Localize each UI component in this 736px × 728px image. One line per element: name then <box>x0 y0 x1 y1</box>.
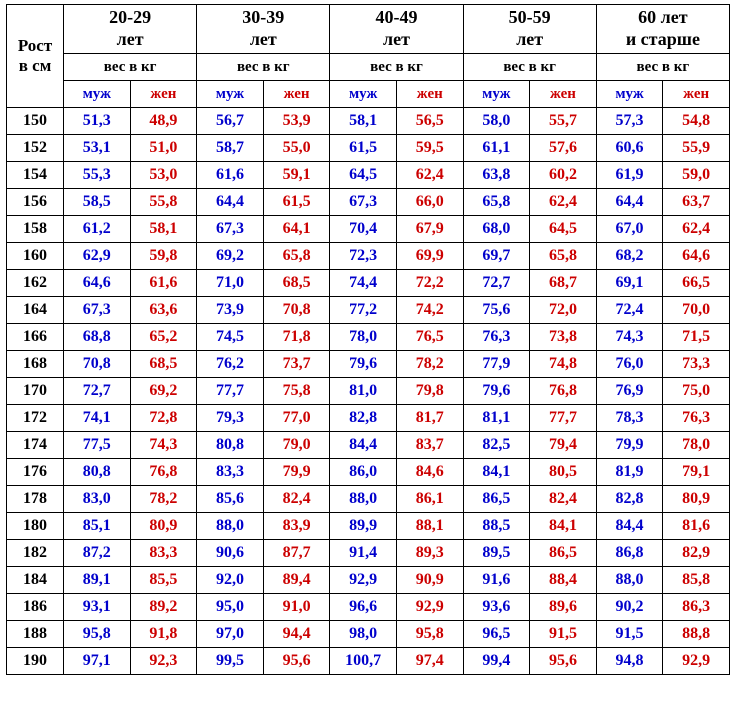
weight-value-male: 74,4 <box>330 270 397 297</box>
table-row <box>7 594 730 621</box>
weight-value-female: 67,9 <box>396 216 463 243</box>
weight-value-male: 72,7 <box>463 270 530 297</box>
weight-value-male: 88,0 <box>330 486 397 513</box>
weight-value-female: 68,5 <box>263 270 330 297</box>
row-height-cell: 178 <box>7 486 64 513</box>
row-height-cell: 168 <box>7 351 64 378</box>
weight-value-female: 91,0 <box>263 594 330 621</box>
weight-value-female: 59,0 <box>663 162 730 189</box>
weight-value-female: 88,4 <box>530 567 597 594</box>
table-row <box>7 513 730 540</box>
weight-value-female: 95,8 <box>396 621 463 648</box>
weight-value-male: 83,0 <box>64 486 131 513</box>
age-group-1-line1: 30-39 <box>242 7 285 28</box>
weight-value-female: 64,5 <box>530 216 597 243</box>
weight-value-male: 67,3 <box>64 297 131 324</box>
weight-value-female: 62,4 <box>396 162 463 189</box>
weight-value-male: 99,4 <box>463 648 530 675</box>
weight-value-male: 63,8 <box>463 162 530 189</box>
weight-value-female: 56,5 <box>396 108 463 135</box>
weight-value-male: 71,0 <box>197 270 264 297</box>
weight-value-female: 76,5 <box>396 324 463 351</box>
weight-value-male: 76,3 <box>463 324 530 351</box>
table-row <box>7 540 730 567</box>
weight-value-male: 64,6 <box>64 270 131 297</box>
header-sex-male-4: муж <box>596 81 663 108</box>
weight-value-male: 74,3 <box>596 324 663 351</box>
weight-value-female: 92,9 <box>663 648 730 675</box>
weight-value-female: 55,7 <box>530 108 597 135</box>
weight-value-male: 78,0 <box>330 324 397 351</box>
table-row <box>7 216 730 243</box>
header-sex-male-2: муж <box>330 81 397 108</box>
weight-norms-table <box>6 4 730 675</box>
weight-value-male: 88,0 <box>596 567 663 594</box>
weight-value-female: 92,9 <box>396 594 463 621</box>
weight-value-female: 80,9 <box>130 513 197 540</box>
weight-value-male: 94,8 <box>596 648 663 675</box>
weight-value-male: 79,6 <box>330 351 397 378</box>
weight-value-female: 63,6 <box>130 297 197 324</box>
header-age-group-1 <box>197 5 330 54</box>
weight-value-male: 87,2 <box>64 540 131 567</box>
weight-value-male: 85,1 <box>64 513 131 540</box>
weight-value-female: 83,7 <box>396 432 463 459</box>
weight-value-female: 85,5 <box>130 567 197 594</box>
weight-value-female: 86,1 <box>396 486 463 513</box>
weight-value-female: 82,9 <box>663 540 730 567</box>
weight-value-male: 72,4 <box>596 297 663 324</box>
header-sex-female-0: жен <box>130 81 197 108</box>
weight-value-male: 67,0 <box>596 216 663 243</box>
age-group-1-line2: лет <box>249 29 277 49</box>
weight-value-male: 77,2 <box>330 297 397 324</box>
weight-value-male: 61,1 <box>463 135 530 162</box>
row-height-cell: 160 <box>7 243 64 270</box>
weight-value-male: 58,1 <box>330 108 397 135</box>
row-height-cell: 158 <box>7 216 64 243</box>
weight-value-female: 64,1 <box>263 216 330 243</box>
weight-value-male: 74,5 <box>197 324 264 351</box>
weight-value-female: 65,8 <box>263 243 330 270</box>
weight-value-male: 67,3 <box>330 189 397 216</box>
row-height-cell: 170 <box>7 378 64 405</box>
weight-value-female: 82,4 <box>263 486 330 513</box>
row-height-cell: 172 <box>7 405 64 432</box>
weight-value-male: 86,0 <box>330 459 397 486</box>
age-group-4-line2: и старше <box>625 29 700 49</box>
weight-value-male: 97,0 <box>197 621 264 648</box>
weight-value-male: 64,4 <box>197 189 264 216</box>
weight-value-male: 83,3 <box>197 459 264 486</box>
weight-value-female: 72,2 <box>396 270 463 297</box>
weight-value-male: 90,2 <box>596 594 663 621</box>
row-height-cell: 180 <box>7 513 64 540</box>
row-height-cell: 150 <box>7 108 64 135</box>
weight-value-female: 58,1 <box>130 216 197 243</box>
weight-value-female: 74,2 <box>396 297 463 324</box>
weight-value-female: 91,5 <box>530 621 597 648</box>
weight-value-male: 62,9 <box>64 243 131 270</box>
weight-value-male: 81,9 <box>596 459 663 486</box>
weight-value-female: 87,7 <box>263 540 330 567</box>
weight-value-female: 74,3 <box>130 432 197 459</box>
weight-value-female: 78,2 <box>396 351 463 378</box>
weight-value-male: 78,3 <box>596 405 663 432</box>
weight-value-female: 61,5 <box>263 189 330 216</box>
weight-value-male: 93,1 <box>64 594 131 621</box>
weight-value-male: 58,7 <box>197 135 264 162</box>
weight-value-male: 60,6 <box>596 135 663 162</box>
weight-value-male: 61,9 <box>596 162 663 189</box>
weight-value-female: 89,4 <box>263 567 330 594</box>
weight-value-male: 88,5 <box>463 513 530 540</box>
weight-value-male: 86,5 <box>463 486 530 513</box>
weight-value-female: 76,8 <box>130 459 197 486</box>
weight-value-female: 97,4 <box>396 648 463 675</box>
table-row <box>7 162 730 189</box>
weight-value-male: 77,5 <box>64 432 131 459</box>
weight-value-male: 74,1 <box>64 405 131 432</box>
weight-value-female: 80,5 <box>530 459 597 486</box>
weight-value-female: 78,2 <box>130 486 197 513</box>
header-age-group-0 <box>64 5 197 54</box>
weight-value-male: 58,0 <box>463 108 530 135</box>
weight-value-female: 74,8 <box>530 351 597 378</box>
weight-value-male: 72,3 <box>330 243 397 270</box>
weight-value-male: 81,1 <box>463 405 530 432</box>
weight-value-male: 79,3 <box>197 405 264 432</box>
row-height-cell: 162 <box>7 270 64 297</box>
weight-value-male: 85,6 <box>197 486 264 513</box>
weight-value-female: 79,9 <box>263 459 330 486</box>
weight-value-male: 69,7 <box>463 243 530 270</box>
weight-value-male: 75,6 <box>463 297 530 324</box>
table-row <box>7 567 730 594</box>
weight-value-female: 63,7 <box>663 189 730 216</box>
row-height-cell: 188 <box>7 621 64 648</box>
table-row <box>7 297 730 324</box>
row-height-cell: 166 <box>7 324 64 351</box>
header-sex-female-1: жен <box>263 81 330 108</box>
header-row-units <box>7 54 730 81</box>
header-sex-male-1: муж <box>197 81 264 108</box>
weight-value-male: 96,5 <box>463 621 530 648</box>
weight-value-female: 72,8 <box>130 405 197 432</box>
weight-value-male: 86,8 <box>596 540 663 567</box>
table-row <box>7 621 730 648</box>
header-height-line2: в см <box>18 56 52 75</box>
weight-value-male: 90,6 <box>197 540 264 567</box>
weight-value-male: 80,8 <box>64 459 131 486</box>
weight-value-female: 55,0 <box>263 135 330 162</box>
weight-value-female: 55,8 <box>130 189 197 216</box>
weight-value-female: 86,5 <box>530 540 597 567</box>
weight-value-male: 55,3 <box>64 162 131 189</box>
header-sex-male-3: муж <box>463 81 530 108</box>
table-row <box>7 351 730 378</box>
header-sex-female-2: жен <box>396 81 463 108</box>
weight-value-female: 57,6 <box>530 135 597 162</box>
row-height-cell: 174 <box>7 432 64 459</box>
table-row <box>7 243 730 270</box>
weight-value-male: 73,9 <box>197 297 264 324</box>
weight-value-female: 53,0 <box>130 162 197 189</box>
row-height-cell: 164 <box>7 297 64 324</box>
weight-value-female: 81,6 <box>663 513 730 540</box>
weight-value-female: 61,6 <box>130 270 197 297</box>
weight-value-female: 73,8 <box>530 324 597 351</box>
header-sex-female-3: жен <box>530 81 597 108</box>
header-sex-male-0: муж <box>64 81 131 108</box>
weight-value-female: 64,6 <box>663 243 730 270</box>
table-row <box>7 432 730 459</box>
weight-value-male: 91,5 <box>596 621 663 648</box>
weight-value-male: 64,4 <box>596 189 663 216</box>
table-body <box>7 5 730 675</box>
weight-value-female: 66,0 <box>396 189 463 216</box>
weight-value-male: 56,7 <box>197 108 264 135</box>
weight-value-female: 68,7 <box>530 270 597 297</box>
weight-value-female: 69,9 <box>396 243 463 270</box>
weight-value-female: 76,3 <box>663 405 730 432</box>
weight-value-male: 65,8 <box>463 189 530 216</box>
table-row <box>7 270 730 297</box>
weight-value-female: 53,9 <box>263 108 330 135</box>
header-height-line1: Рост <box>17 36 53 56</box>
row-height-cell: 186 <box>7 594 64 621</box>
table-row <box>7 405 730 432</box>
weight-value-female: 62,4 <box>530 189 597 216</box>
weight-value-male: 68,8 <box>64 324 131 351</box>
table-row <box>7 486 730 513</box>
weight-value-male: 96,6 <box>330 594 397 621</box>
weight-value-female: 48,9 <box>130 108 197 135</box>
weight-value-female: 71,8 <box>263 324 330 351</box>
age-group-2-line1: 40-49 <box>375 7 418 28</box>
weight-value-female: 59,5 <box>396 135 463 162</box>
weight-value-male: 58,5 <box>64 189 131 216</box>
age-group-0-line2: лет <box>116 29 144 49</box>
weight-value-female: 54,8 <box>663 108 730 135</box>
row-height-cell: 190 <box>7 648 64 675</box>
age-group-4-line1: 60 лет <box>638 7 688 28</box>
header-unit-0: вес в кг <box>64 54 197 81</box>
weight-value-male: 79,9 <box>596 432 663 459</box>
weight-value-male: 84,4 <box>330 432 397 459</box>
weight-value-female: 59,1 <box>263 162 330 189</box>
weight-value-male: 77,7 <box>197 378 264 405</box>
weight-value-female: 59,8 <box>130 243 197 270</box>
weight-value-male: 70,4 <box>330 216 397 243</box>
weight-value-female: 83,9 <box>263 513 330 540</box>
weight-value-male: 100,7 <box>330 648 397 675</box>
weight-value-male: 61,5 <box>330 135 397 162</box>
weight-value-male: 84,4 <box>596 513 663 540</box>
header-row-age-groups <box>7 5 730 54</box>
weight-value-male: 91,4 <box>330 540 397 567</box>
table-row <box>7 648 730 675</box>
table-row <box>7 108 730 135</box>
weight-value-female: 95,6 <box>530 648 597 675</box>
weight-value-female: 79,4 <box>530 432 597 459</box>
header-unit-2: вес в кг <box>330 54 463 81</box>
row-height-cell: 156 <box>7 189 64 216</box>
weight-value-male: 69,2 <box>197 243 264 270</box>
weight-value-female: 77,7 <box>530 405 597 432</box>
weight-value-male: 89,1 <box>64 567 131 594</box>
weight-value-male: 69,1 <box>596 270 663 297</box>
weight-value-male: 79,6 <box>463 378 530 405</box>
weight-value-male: 76,9 <box>596 378 663 405</box>
weight-value-male: 82,5 <box>463 432 530 459</box>
weight-value-male: 81,0 <box>330 378 397 405</box>
weight-value-female: 65,2 <box>130 324 197 351</box>
header-unit-4: вес в кг <box>596 54 729 81</box>
weight-value-male: 98,0 <box>330 621 397 648</box>
weight-value-female: 76,8 <box>530 378 597 405</box>
row-height-cell: 184 <box>7 567 64 594</box>
weight-value-female: 65,8 <box>530 243 597 270</box>
table-row <box>7 459 730 486</box>
weight-value-male: 97,1 <box>64 648 131 675</box>
age-group-0-line1: 20-29 <box>109 7 152 28</box>
weight-value-male: 61,6 <box>197 162 264 189</box>
weight-value-female: 51,0 <box>130 135 197 162</box>
age-group-3-line1: 50-59 <box>508 7 551 28</box>
header-row-sex <box>7 81 730 108</box>
weight-value-male: 61,2 <box>64 216 131 243</box>
header-sex-female-4: жен <box>663 81 730 108</box>
age-group-3-line2: лет <box>516 29 544 49</box>
weight-value-male: 68,0 <box>463 216 530 243</box>
weight-value-male: 77,9 <box>463 351 530 378</box>
weight-value-female: 78,0 <box>663 432 730 459</box>
weight-value-male: 72,7 <box>64 378 131 405</box>
weight-value-female: 68,5 <box>130 351 197 378</box>
row-height-cell: 182 <box>7 540 64 567</box>
weight-value-female: 95,6 <box>263 648 330 675</box>
weight-value-female: 73,3 <box>663 351 730 378</box>
weight-value-male: 89,9 <box>330 513 397 540</box>
weight-value-female: 77,0 <box>263 405 330 432</box>
weight-value-female: 85,8 <box>663 567 730 594</box>
weight-value-female: 72,0 <box>530 297 597 324</box>
weight-value-male: 84,1 <box>463 459 530 486</box>
weight-value-male: 89,5 <box>463 540 530 567</box>
weight-value-female: 70,8 <box>263 297 330 324</box>
weight-value-female: 71,5 <box>663 324 730 351</box>
weight-value-female: 55,9 <box>663 135 730 162</box>
weight-value-male: 92,0 <box>197 567 264 594</box>
weight-value-female: 79,0 <box>263 432 330 459</box>
weight-value-female: 82,4 <box>530 486 597 513</box>
row-height-cell: 176 <box>7 459 64 486</box>
weight-value-male: 53,1 <box>64 135 131 162</box>
weight-value-male: 76,2 <box>197 351 264 378</box>
row-height-cell: 152 <box>7 135 64 162</box>
weight-value-male: 93,6 <box>463 594 530 621</box>
weight-value-female: 80,9 <box>663 486 730 513</box>
header-unit-1: вес в кг <box>197 54 330 81</box>
weight-value-male: 82,8 <box>330 405 397 432</box>
weight-value-female: 60,2 <box>530 162 597 189</box>
header-age-group-2 <box>330 5 463 54</box>
weight-value-female: 75,8 <box>263 378 330 405</box>
weight-value-female: 88,8 <box>663 621 730 648</box>
weight-value-male: 64,5 <box>330 162 397 189</box>
age-group-2-line2: лет <box>383 29 410 49</box>
weight-value-female: 89,2 <box>130 594 197 621</box>
table-row <box>7 378 730 405</box>
weight-value-female: 94,4 <box>263 621 330 648</box>
weight-value-female: 92,3 <box>130 648 197 675</box>
weight-value-female: 70,0 <box>663 297 730 324</box>
header-unit-3: вес в кг <box>463 54 596 81</box>
header-age-group-4 <box>596 5 729 54</box>
weight-value-female: 75,0 <box>663 378 730 405</box>
table-row <box>7 135 730 162</box>
weight-value-female: 81,7 <box>396 405 463 432</box>
weight-value-male: 91,6 <box>463 567 530 594</box>
weight-value-female: 62,4 <box>663 216 730 243</box>
weight-value-female: 79,8 <box>396 378 463 405</box>
table-row <box>7 324 730 351</box>
weight-value-male: 76,0 <box>596 351 663 378</box>
weight-value-female: 73,7 <box>263 351 330 378</box>
weight-value-male: 95,8 <box>64 621 131 648</box>
header-age-group-3 <box>463 5 596 54</box>
weight-value-male: 57,3 <box>596 108 663 135</box>
weight-value-female: 66,5 <box>663 270 730 297</box>
weight-value-male: 99,5 <box>197 648 264 675</box>
header-height-cell <box>7 5 64 108</box>
weight-value-female: 79,1 <box>663 459 730 486</box>
weight-value-female: 69,2 <box>130 378 197 405</box>
row-height-cell: 154 <box>7 162 64 189</box>
weight-value-female: 91,8 <box>130 621 197 648</box>
weight-value-female: 89,3 <box>396 540 463 567</box>
weight-value-female: 86,3 <box>663 594 730 621</box>
weight-value-male: 80,8 <box>197 432 264 459</box>
weight-value-male: 92,9 <box>330 567 397 594</box>
weight-value-male: 51,3 <box>64 108 131 135</box>
weight-value-female: 84,6 <box>396 459 463 486</box>
weight-value-female: 83,3 <box>130 540 197 567</box>
weight-value-male: 82,8 <box>596 486 663 513</box>
table-row <box>7 189 730 216</box>
weight-value-male: 68,2 <box>596 243 663 270</box>
weight-value-female: 84,1 <box>530 513 597 540</box>
weight-value-female: 89,6 <box>530 594 597 621</box>
weight-value-male: 67,3 <box>197 216 264 243</box>
weight-value-male: 70,8 <box>64 351 131 378</box>
weight-value-male: 88,0 <box>197 513 264 540</box>
weight-value-male: 95,0 <box>197 594 264 621</box>
weight-value-female: 90,9 <box>396 567 463 594</box>
weight-value-female: 88,1 <box>396 513 463 540</box>
